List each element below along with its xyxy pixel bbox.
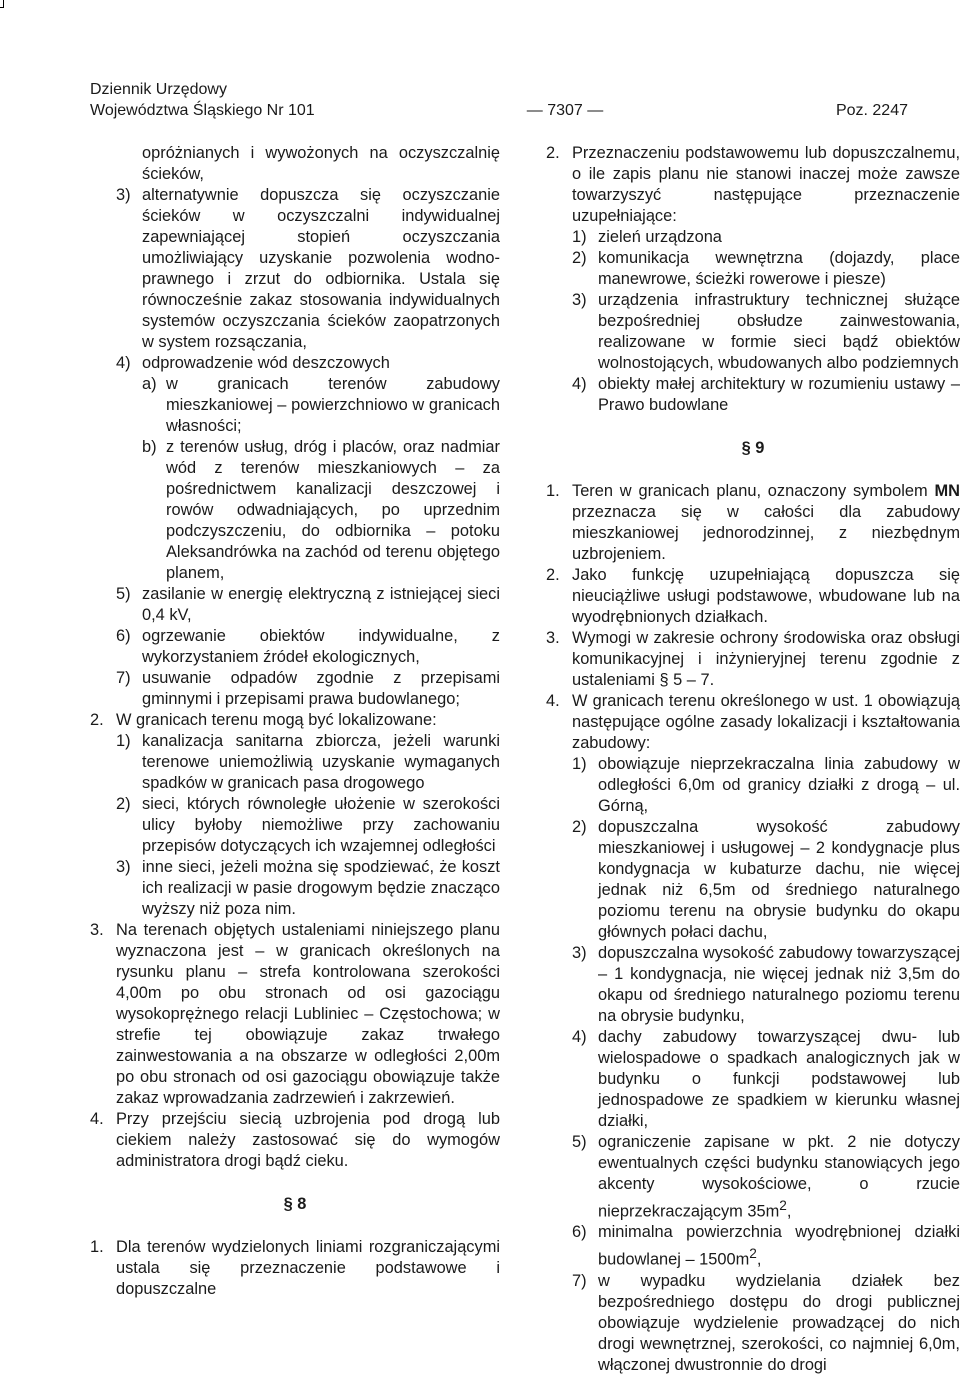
paragraph-text: Teren w granicach planu, oznaczony symbolem MN przeznacza się w całości dla zabudowy mieszkaniowej jednorodzinnej, z niezbędnym uzbrojeniem.	[572, 482, 960, 563]
list-item: 3) urządzenia infrastruktury technicznej służące bezpośredniej obsłudze zainwestowania, realizowane w formie sieci bądź obiektów wolnostojących, wbudowanych albo podziemnych	[572, 291, 960, 372]
page-corner-mark	[0, 0, 4, 8]
paragraph-text: Jako funkcję uzupełniającą dopuszcza się nieuciążliwe usługi podstawowe, wbudowane lub na wyodrębnionych działkach.	[572, 566, 960, 626]
list-item: 5) ograniczenie zapisane w pkt. 2 nie dotyczy ewentualnych części budynku stanowiących jego akcenty wysokościowe, o rzucie nieprzekraczającym $35m^2$,	[572, 1133, 960, 1221]
list-item: 4) obiekty małej architektury w rozumieniu ustawy – Prawo budowlane	[572, 375, 960, 414]
paragraph-text: W granicach terenu określonego w ust. 1 obowiązują następujące ogólne zasady lokalizacji i kształtowania zabudowy:	[572, 692, 960, 752]
item-text: kanalizacja sanitarna zbiorcza, jeżeli warunki terenowe uniemożliwią uzyskanie wymaganych spadków w granicach pasa drogowego	[142, 732, 500, 792]
item-text: ograniczenie zapisane w pkt. 2 nie dotyczy ewentualnych części budynku stanowiących jego akcenty wysokościowe, o rzucie nieprzekraczającym $35m^2$,	[598, 1133, 960, 1221]
list-item: b) z terenów usług, dróg i placów, oraz nadmiar wód z terenów mieszkaniowych – za pośrednictwem kanalizacji deszczowej i rowów odwadniających, po uprzednim podczyszczeniu, do odbiornika – potoku Aleksandrówka na zachód od terenu objętego planem,	[142, 438, 500, 582]
item-text: zasilanie w energię elektryczną z istniejącej sieci 0,4 kV,	[142, 585, 500, 624]
item-text: minimalna powierzchnia wyodrębnionej działki budowlanej – $1500m^2$,	[598, 1223, 960, 1269]
page-header	[90, 79, 920, 125]
item-text: obowiązuje nieprzekraczalna linia zabudowy w odległości 6,0m od granicy działki z drogą – ul. Górną,	[598, 755, 960, 815]
journal-line-1: Dziennik Urzędowy	[90, 81, 227, 98]
list-item: 4) odprowadzenie wód deszczowych	[90, 353, 500, 374]
left-column	[90, 143, 500, 1300]
paragraph: 1. Dla terenów wydzielonych liniami rozgraniczającymi ustala się przeznaczenie podstawowe i dopuszczalne	[90, 1238, 500, 1298]
list-item: 7) usuwanie odpadów zgodnie z przepisami gminnymi i przepisami prawa budowlanego;	[116, 669, 500, 708]
list-item: 2) komunikacja wewnętrzna (dojazdy, place manewrowe, ścieżki rowerowe i piesze)	[572, 249, 960, 288]
list-item: 1) kanalizacja sanitarna zbiorcza, jeżeli warunki terenowe uniemożliwią uzyskanie wymaganych spadków w granicach pasa drogowego	[116, 732, 500, 792]
list-item: 3) alternatywnie dopuszcza się oczyszczanie ścieków w oczyszczalni indywidualnej zapewniającej stopień oczyszczania umożliwiający uzyskanie pozwolenia wodno-prawnego i zrzut do odbiornika. Ustala się równocześnie zakaz stosowania indywidualnych systemów oczyszczania ścieków zaopatrzonych w system rozsączania,	[116, 186, 500, 351]
item-text: ogrzewanie obiektów indywidualne, z wykorzystaniem źródeł ekologicznych,	[142, 627, 500, 666]
item-text: odprowadzenie wód deszczowych	[142, 354, 390, 372]
paragraph: 4. Przy przejściu siecią uzbrojenia pod drogą lub ciekiem należy zastosować się do wymogów administratora drogi bądź cieku.	[90, 1110, 500, 1170]
paragraph: 3. Na terenach objętych ustaleniami niniejszego planu wyznaczona jest – w granicach określonych na rysunku planu – strefa kontrolowana szerokości 4,00m po obu stronach od osi gazociągu wysokoprężnego relacji Lubliniec – Częstochowa; w strefie tej obowiązuje zakaz trwałego zainwestowania a na obszarze w odległości 2,00m po obu stronach od osi gazociągu obowiązuje także zakaz wprowadzania zadrzewień i zakrzewień.	[90, 921, 500, 1107]
paragraph: 4. W granicach terenu określonego w ust. 1 obowiązują następujące ogólne zasady lokalizacji i kształtowania zabudowy:	[546, 692, 960, 752]
item-text: sieci, których równoległe ułożenie w szerokości ulicy byłoby niemożliwe przy zachowaniu przepisów dotyczących ich wzajemnej odległości	[142, 795, 500, 855]
item-text: w wypadku wydzielania działek bez bezpośredniego dostępu do drogi publicznej obowiązuje wydzielenie prowadzącej do nich drogi wewnętrznej, szerokości, co najmniej 6,0m, włączonej dwustronnie do drogi	[598, 1271, 960, 1374]
item-text: urządzenia infrastruktury technicznej służące bezpośredniej obsłudze zainwestowania, realizowane w formie sieci bądź obiektów wolnostojących, wbudowanych albo podziemnych	[598, 291, 960, 372]
journal-title	[90, 79, 315, 121]
journal-line-2: Województwa Śląskiego Nr 101	[90, 102, 315, 119]
paragraph: 2. W granicach terenu mogą być lokalizowane:	[90, 710, 500, 731]
paragraph: 3. Wymogi w zakresie ochrony środowiska oraz obsługi komunikacyjnej i inżynieryjnej terenu zgodnie z ustaleniami § 5 – 7.	[546, 629, 960, 689]
list-item: 1) zieleń urządzona	[546, 227, 960, 248]
right-column	[546, 143, 960, 1376]
item-text: zieleń urządzona	[598, 228, 722, 246]
paragraph: 1. Teren w granicach planu, oznaczony symbolem MN przeznacza się w całości dla zabudowy mieszkaniowej jednorodzinnej, z niezbędnym uzbrojeniem.	[546, 482, 960, 563]
item-text: inne sieci, jeżeli można się spodziewać, że koszt ich realizacji w pasie drogowym będzie znacząco wyższy niż poza nim.	[142, 858, 500, 918]
list-item: 3) inne sieci, jeżeli można się spodziewać, że koszt ich realizacji w pasie drogowym będzie znacząco wyższy niż poza nim.	[116, 858, 500, 918]
item-text: w granicach terenów zabudowy mieszkaniowej – powierzchniowo w granicach własności;	[166, 375, 500, 435]
paragraph-text: Dla terenów wydzielonych liniami rozgraniczającymi ustala się przeznaczenie podstawowe i dopuszczalne	[116, 1238, 500, 1298]
list-item: 7) w wypadku wydzielania działek bez bezpośredniego dostępu do drogi publicznej obowiązuje wydzielenie prowadzącej do nich drogi wewnętrznej, szerokości, co najmniej 6,0m, włączonej dwustronnie do drogi	[572, 1271, 960, 1374]
section-heading-8: § 8	[283, 1195, 307, 1213]
list-item: 3) dopuszczalna wysokość zabudowy towarzyszącej – 1 kondygnacja, nie więcej jednak niż 3,5m do okapu od średniego naturalnego poziomu terenu na obrysie budynku,	[572, 944, 960, 1025]
item-text: usuwanie odpadów zgodnie z przepisami gminnymi i przepisami prawa budowlanego;	[142, 669, 500, 708]
continued-text: opróżnianych i wywożonych na oczyszczalnię ścieków,	[142, 144, 500, 183]
paragraph-text: W granicach terenu mogą być lokalizowane:	[116, 711, 437, 729]
list-item: 1) obowiązuje nieprzekraczalna linia zabudowy w odległości 6,0m od granicy działki z drogą – ul. Górną,	[572, 755, 960, 815]
paragraph-text: Przeznaczeniu podstawowemu lub dopuszczalnemu, o ile zapis planu nie stanowi inaczej może zawsze towarzyszyć następujące przeznaczenie uzupełniające:	[572, 144, 960, 225]
zone-symbol: MN	[934, 482, 960, 500]
item-text: dopuszczalna wysokość zabudowy towarzyszącej – 1 kondygnacja, nie więcej jednak niż 3,5m do okapu od średniego naturalnego poziomu terenu na obrysie budynku,	[598, 944, 960, 1025]
item-text: alternatywnie dopuszcza się oczyszczanie ścieków w oczyszczalni indywidualnej zapewniającej stopień oczyszczania umożliwiający uzyskanie pozwolenia wodno-prawnego i zrzut do odbiornika. Ustala się równocześnie zakaz stosowania indywidualnych systemów oczyszczania ścieków zaopatrzonych w system rozsączania,	[142, 186, 500, 351]
paragraph: 2. Przeznaczeniu podstawowemu lub dopuszczalnemu, o ile zapis planu nie stanowi inaczej może zawsze towarzyszyć następujące przeznaczenie uzupełniające:	[546, 144, 960, 225]
position-number: Poz. 2247	[835, 102, 908, 119]
list-item: a) w granicach terenów zabudowy mieszkaniowej – powierzchniowo w granicach własności;	[142, 375, 500, 435]
section-heading-9: § 9	[741, 439, 765, 457]
item-text: obiekty małej architektury w rozumieniu ustawy – Prawo budowlane	[598, 375, 960, 414]
paragraph-text: Przy przejściu siecią uzbrojenia pod drogą lub ciekiem należy zastosować się do wymogów administratora drogi bądź cieku.	[116, 1110, 500, 1170]
item-text: z terenów usług, dróg i placów, oraz nadmiar wód z terenów mieszkaniowych – za pośrednictwem kanalizacji deszczowej i rowów odwadniających, po uprzednim podczyszczeniu, do odbiornika – potoku Aleksandrówka na zachód od terenu objętego planem,	[166, 438, 500, 582]
list-item: 5) zasilanie w energię elektryczną z istniejącej sieci 0,4 kV,	[116, 585, 500, 624]
list-item: 6) ogrzewanie obiektów indywidualne, z wykorzystaniem źródeł ekologicznych,	[116, 627, 500, 666]
item-text: komunikacja wewnętrzna (dojazdy, place manewrowe, ścieżki rowerowe i piesze)	[598, 249, 960, 288]
item-text: dachy zabudowy towarzyszącej dwu- lub wielospadowe o spadkach analogicznych jak w budynku o funkcji podstawowej lub jednospadowe ze spadkiem w kierunku własnej działki,	[598, 1028, 960, 1130]
item-text: dopuszczalna wysokość zabudowy mieszkaniowej i usługowej – 2 kondygnacje plus kondygnacja w kubaturze dachu, nie więcej jednak niż 6,5m od średniego naturalnego poziomu terenu na obrysie budynku do okapu głównych połaci dachu,	[598, 818, 960, 941]
list-item: 2) dopuszczalna wysokość zabudowy mieszkaniowej i usługowej – 2 kondygnacje plus kondygnacja w kubaturze dachu, nie więcej jednak niż 6,5m od średniego naturalnego poziomu terenu na obrysie budynku do okapu głównych połaci dachu,	[572, 818, 960, 941]
list-item: 2) sieci, których równoległe ułożenie w szerokości ulicy byłoby niemożliwe przy zachowaniu przepisów dotyczących ich wzajemnej odległości	[116, 795, 500, 855]
list-item: 4) dachy zabudowy towarzyszącej dwu- lub wielospadowe o spadkach analogicznych jak w budynku o funkcji podstawowej lub jednospadowe ze spadkiem w kierunku własnej działki,	[572, 1028, 960, 1130]
paragraph-text: Na terenach objętych ustaleniami niniejszego planu wyznaczona jest – w granicach określonych na rysunku planu – strefa kontrolowana szerokości 4,00m po obu stronach od osi gazociągu wysokoprężnego relacji Lubliniec – Częstochowa; w strefie tej obowiązuje zakaz trwałego zainwestowania a na obszarze w odległości 2,00m po obu stronach od osi gazociągu obowiązuje także zakaz wprowadzania zadrzewień i zakrzewień.	[116, 921, 500, 1107]
page-number: — 7307 —	[526, 102, 604, 119]
paragraph: 2. Jako funkcję uzupełniającą dopuszcza się nieuciążliwe usługi podstawowe, wbudowane lub na wyodrębnionych działkach.	[546, 566, 960, 626]
list-item: 6) minimalna powierzchnia wyodrębnionej działki budowlanej – $1500m^2$,	[572, 1223, 960, 1269]
paragraph-text: Wymogi w zakresie ochrony środowiska oraz obsługi komunikacyjnej i inżynieryjnej terenu zgodnie z ustaleniami § 5 – 7.	[572, 629, 960, 689]
